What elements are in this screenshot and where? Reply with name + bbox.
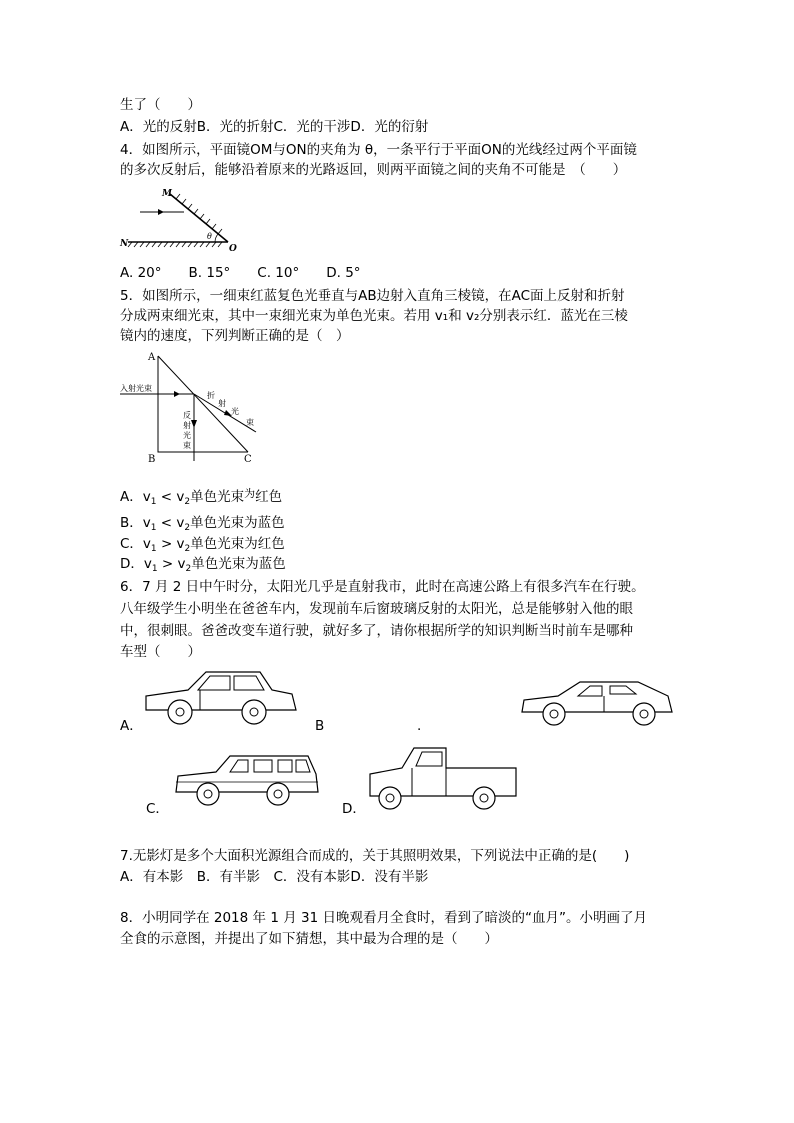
car-d-label: D． (342, 801, 366, 817)
q3-options: A．光的反射B．光的折射C．光的干涉D．光的衍射 (120, 119, 429, 135)
q5-option-d: D．$v_1 > v_2$单色光束为蓝色 (120, 556, 286, 574)
q5-refract-1: 折 (207, 391, 215, 400)
q5-reflect-3: 光 (183, 431, 191, 440)
q5-option-c: C．$v_1 > v_2$单色光束为红色 (120, 536, 285, 554)
car-a-sedan (142, 666, 300, 728)
q7-stem: 7.无影灯是多个大面积光源组合而成的，关于其照明效果，下列说法中正确的是( ) (120, 848, 630, 864)
q4-stem-1: 4．如图所示，平面镜OM与ON的夹角为 θ，一条平行于平面ON的光线经过两个平面镜 (120, 142, 637, 158)
q4-options: A. 20° B. 15° C. 10° D. 5° (120, 265, 361, 281)
q7-options: A．有本影 B．有半影 C．没有本影D．没有半影 (120, 869, 429, 885)
q5-label-b: B (148, 454, 156, 465)
q4-label-o: O (229, 244, 237, 254)
q4-label-n: N (120, 239, 129, 249)
car-c-label: C． (146, 801, 169, 817)
q5-refract-4: 束 (246, 418, 254, 427)
q4-stem-2: 的多次反射后，能够沿着原来的光路返回，则两平面镜之间的夹角不可能是 （ ） (120, 162, 627, 178)
q8-stem-2: 全食的示意图，并提出了如下猜想，其中最为合理的是（ ） (120, 931, 498, 947)
q8-stem-1: 8．小明同学在 2018 年 1 月 31 日晚观看月全食时，看到了暗淡的“血月”。小明画了月 (120, 910, 647, 926)
q6-stem-1: 6．7 月 2 日中午时分，太阳光几乎是直射我市，此时在高速公路上有很多汽车在行驶。 (120, 579, 645, 595)
q5-option-b: B．$v_1 < v_2$单色光束为蓝色 (120, 515, 285, 533)
q5-stem-2: 分成两束细光束，其中一束细光束为单色光束。若用 v₁和 v₂分别表示红．蓝光在三棱 (120, 308, 628, 324)
car-b-dot: . (417, 718, 422, 734)
q5-refract-3: 光 (231, 407, 239, 416)
car-a-label: A． (120, 718, 143, 734)
car-b-sports (518, 676, 676, 728)
q6-stem-2: 八年级学生小明坐在爸爸车内，发现前车后窗玻璃反射的太阳光，总是能够射入他的眼 (120, 601, 633, 617)
car-c-wagon (172, 752, 322, 810)
car-b-label: B (315, 718, 325, 734)
q4-label-m: M (162, 189, 172, 199)
q5-label-a: A (148, 352, 156, 363)
q5-label-c: C (244, 454, 252, 465)
q5-prism-figure (118, 348, 268, 466)
q5-stem-1: 5．如图所示，一细束红蓝复色光垂直与AB边射入直角三棱镜，在AC面上反射和折射 (120, 288, 625, 304)
q5-option-a: A．$v_1 < v_2$单色光束$^为$红色 (120, 487, 283, 507)
q3-stem: 生了（ ） (120, 97, 201, 113)
q4-label-theta: θ (207, 232, 212, 241)
q6-stem-4: 车型（ ） (120, 644, 201, 660)
car-d-pickup (366, 744, 520, 812)
q5-stem-3: 镜内的速度，下列判断正确的是（ ） (120, 328, 350, 344)
q5-refract-2: 射 (218, 399, 226, 408)
q5-reflect-2: 射 (183, 421, 191, 430)
q5-incident-label: 入射光束 (120, 384, 152, 393)
q5-reflect-4: 束 (183, 441, 191, 450)
q5-reflect-1: 反 (183, 411, 191, 420)
q4-mirror-figure (118, 184, 248, 256)
q6-stem-3: 中，很刺眼。爸爸改变车道行驶，就好多了，请你根据所学的知识判断当时前车是哪种 (120, 623, 633, 639)
